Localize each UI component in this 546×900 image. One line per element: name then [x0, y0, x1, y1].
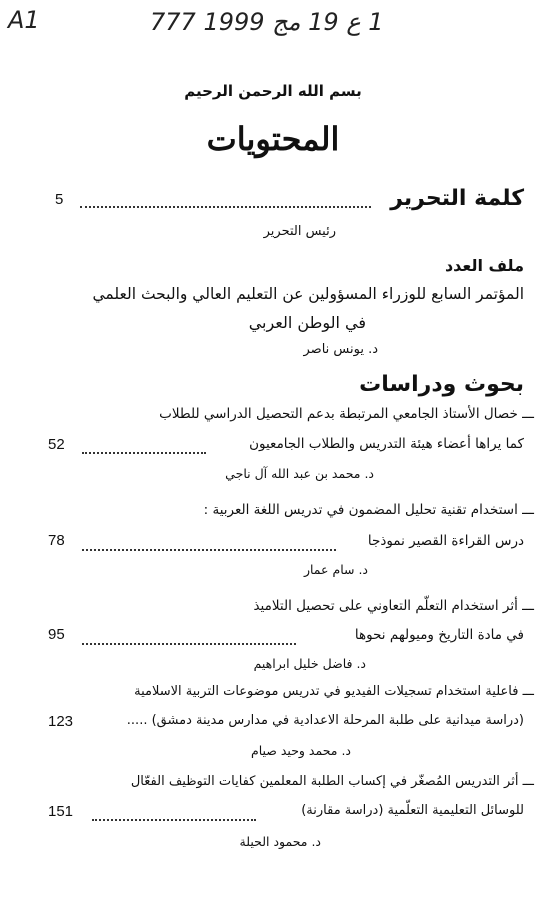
research-item-2-leader-dots — [82, 549, 336, 551]
research-item-2-line1: ـــ استخدام تقنية تحليل المضمون في تدريس اللغة العربية : — [203, 502, 534, 518]
research-item-5-line2: للوسائل التعليمية التعلّمية (دراسة مقارنة) — [301, 803, 524, 818]
research-item-1-leader-dots — [82, 452, 206, 454]
research-item-4-line1: ـــ فاعلية استخدام تسجيلات الفيديو في تدريس موضوعات التربية الاسلامية — [134, 684, 534, 699]
research-item-3-page-number: 95 — [48, 626, 65, 643]
editorial-page-number: 5 — [55, 191, 64, 208]
research-item-2-page-number: 78 — [48, 532, 65, 549]
research-item-1-line1: ـــ خصال الأستاذ الجامعي المرتبطة بدعم التحصيل الدراسي للطلاب — [159, 406, 534, 422]
research-item-4-line2: (دراسة ميدانية على طلبة المرحلة الاعدادية في مدارس مدينة دمشق) ..... — [126, 713, 524, 728]
research-item-1-line2: كما يراها أعضاء هيئة التدريس والطلاب الجامعيون — [249, 436, 524, 452]
research-item-1-page-number: 52 — [48, 436, 65, 453]
research-heading: بحوث ودراسات — [359, 372, 524, 397]
issue-file-heading: ملف العدد — [444, 256, 524, 275]
editorial-leader-dots — [80, 206, 371, 208]
issue-file-title-line2: في الوطن العربي — [248, 313, 366, 332]
issue-file-author: د. يونس ناصر — [303, 342, 378, 357]
research-item-3-leader-dots — [82, 643, 296, 645]
research-item-5-page-number: 151 — [48, 803, 74, 820]
research-item-1-author: د. محمد بن عبد الله آل ناجي — [225, 466, 374, 481]
editorial-author: رئيس التحرير — [263, 224, 336, 239]
page-title: المحتويات — [206, 120, 340, 158]
issue-file-title-line1: المؤتمر السابع للوزراء المسؤولين عن التعليم العالي والبحث العلمي — [92, 285, 524, 303]
basmala: بسم الله الرحمن الرحيم — [184, 82, 362, 100]
research-item-5-line1: ـــ أثر التدريس المُصغّر في إكساب الطلبة المعلمين كفايات التوظيف الفعّال — [130, 774, 534, 789]
research-item-5-author: د. محمود الحيلة — [239, 834, 321, 849]
research-item-3-author: د. فاضل خليل ابراهيم — [253, 656, 366, 671]
research-item-2-author: د. سام عمار — [303, 562, 368, 577]
research-item-3-line1: ـــ أثر استخدام التعلّم التعاوني على تحصيل التلاميذ — [253, 598, 534, 614]
research-item-4-author: د. محمد وحيد صيام — [250, 743, 351, 758]
research-item-2-line2: درس القراءة القصير نموذجا — [367, 533, 524, 549]
handwritten-left-mark: A1 — [8, 6, 40, 34]
research-item-5-leader-dots — [92, 819, 256, 821]
research-item-4-page-number: 123 — [48, 713, 74, 730]
handwritten-right-marks: 1 ع 19 مج 1999 777 — [150, 8, 384, 36]
editorial-heading: كلمة التحرير — [390, 186, 524, 211]
research-item-3-line2: في مادة التاريخ وميولهم نحوها — [354, 627, 524, 643]
